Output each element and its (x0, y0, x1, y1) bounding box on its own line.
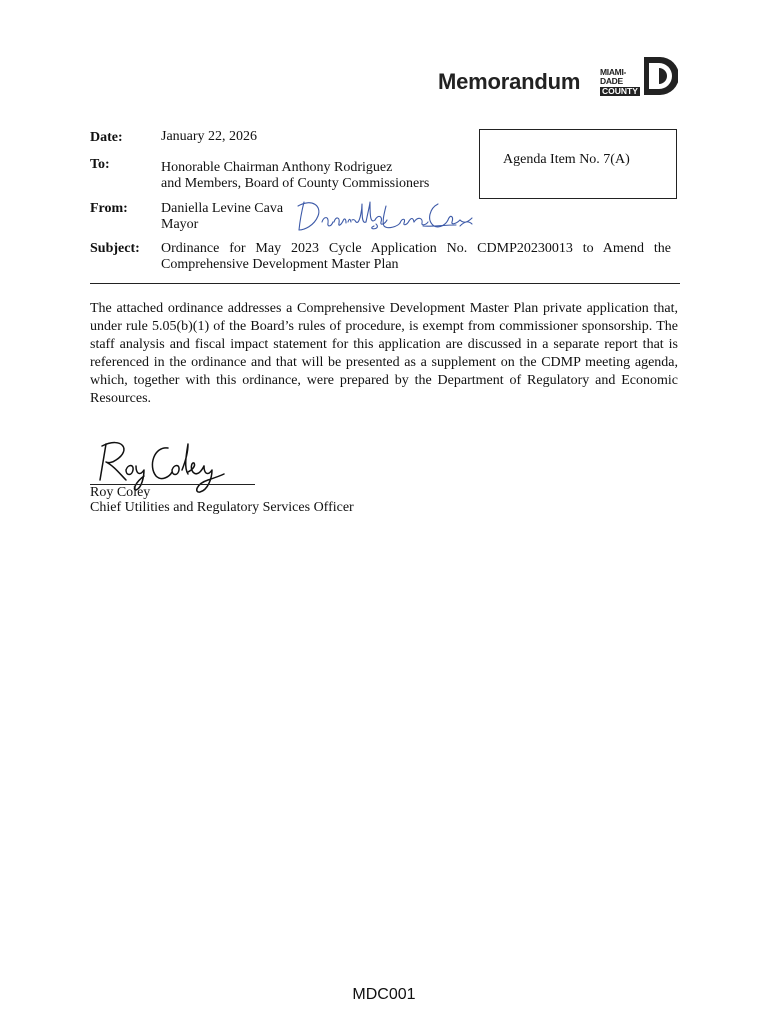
from-label: From: (90, 201, 128, 216)
agenda-item-box (479, 129, 677, 199)
from-name: Daniella Levine Cava (161, 201, 284, 216)
from-title: Mayor (161, 217, 199, 232)
logo-line1: MIAMI-DADE (600, 67, 627, 86)
date-label: Date: (90, 130, 123, 145)
county-logo-text (600, 68, 640, 96)
footer-code: MDC001 (352, 986, 416, 1003)
header-divider (90, 283, 680, 284)
county-logo (600, 55, 678, 97)
memo-title: Memorandum (438, 69, 581, 94)
signer-title: Chief Utilities and Regulatory Services Officer (90, 500, 354, 515)
subject-value: Ordinance for May 2023 Cycle Application No. CDMP20230013 to Amend the Comprehensive Development Master Plan (161, 241, 671, 272)
memo-header (438, 55, 678, 97)
mayor-signature-image (296, 196, 476, 236)
date-value: January 22, 2026 (161, 129, 258, 144)
logo-line2: COUNTY (602, 86, 638, 96)
to-label: To: (90, 157, 110, 172)
agenda-item-text: Agenda Item No. 7(A) (503, 152, 630, 167)
body-paragraph: The attached ordinance addresses a Comprehensive Development Master Plan private application that, under rule 5.05(b)(1) of the Board’s rules of procedure, is exempt from commissioner sponsorship. The staff analysis and fiscal impact statement for this application are discussed in a separate report that is referenced in the ordinance and that will be presented as a supplement on the CDMP meeting agenda, which, together with this ordinance, were prepared by the Department of Regulatory and Economic Resources. (90, 301, 678, 406)
subject-label: Subject: (90, 241, 140, 256)
to-line2: and Members, Board of County Commissioners (161, 176, 430, 191)
signer-name: Roy Coley (90, 485, 151, 500)
to-line1: Honorable Chairman Anthony Rodriguez (161, 160, 393, 175)
